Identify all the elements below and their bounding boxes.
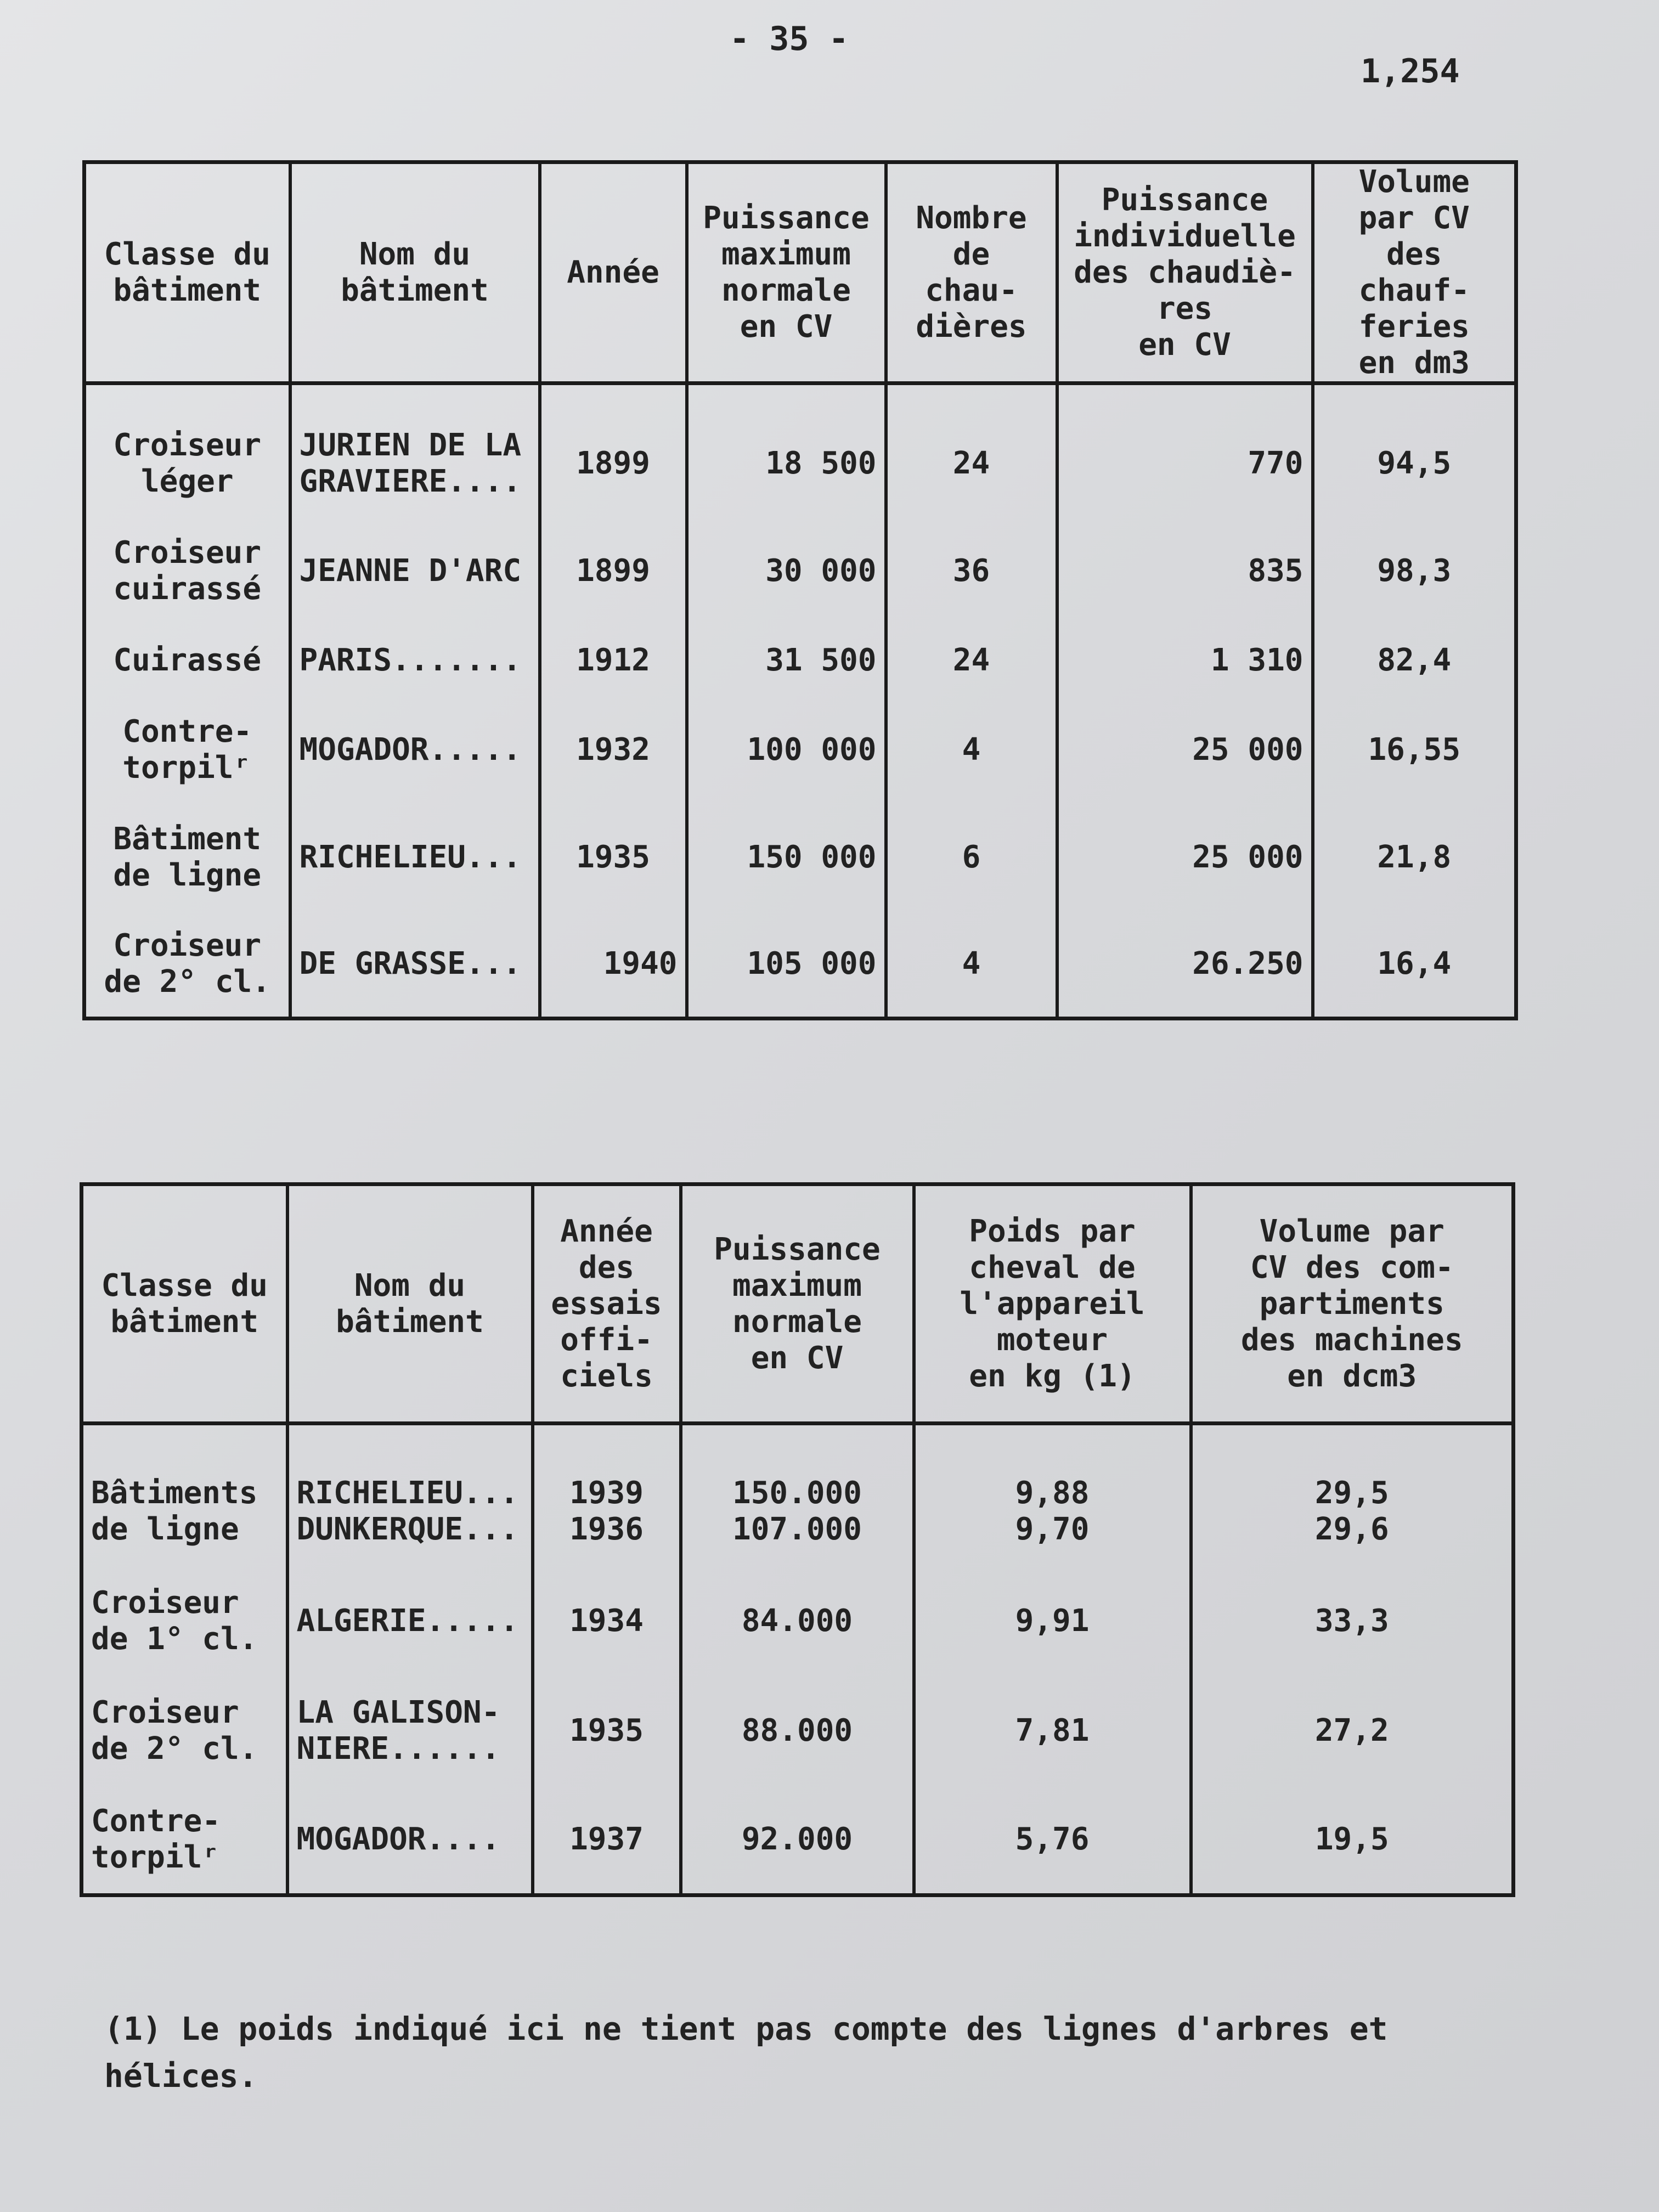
reference-number: 1,254 bbox=[1361, 52, 1460, 91]
table-cell: 24 bbox=[886, 410, 1057, 517]
table-cell: 98,3 bbox=[1313, 517, 1516, 625]
header-cell: Classe du bâtiment bbox=[82, 1184, 287, 1424]
table-cell: 24 bbox=[886, 625, 1057, 696]
table-row bbox=[84, 804, 1516, 911]
footnote: (1) Le poids indiqué ici ne tient pas compte des lignes d'arbres et hélices. bbox=[104, 2010, 1388, 2095]
table-row bbox=[84, 625, 1516, 696]
machinery-table bbox=[80, 1182, 1515, 1897]
table-cell: Bâtiments de ligne bbox=[82, 1457, 287, 1566]
table-cell: Cuirassé bbox=[84, 625, 290, 696]
header-cell: Année des essais offi- ciels bbox=[533, 1184, 681, 1424]
table-cell: Bâtiment de ligne bbox=[84, 804, 290, 911]
table-cell: ALGERIE..... bbox=[287, 1566, 533, 1676]
table-cell: 105 000 bbox=[687, 911, 886, 1019]
table-cell: 100 000 bbox=[687, 696, 886, 804]
table-cell: 25 000 bbox=[1057, 696, 1313, 804]
table-cell: 4 bbox=[886, 911, 1057, 1019]
table-cell: 1899 bbox=[540, 410, 687, 517]
table-cell: PARIS....... bbox=[290, 625, 540, 696]
header-cell: Puissance individuelle des chaudiè- res en CV bbox=[1057, 162, 1313, 383]
table-cell: 1940 bbox=[540, 911, 687, 1019]
table-cell: 770 bbox=[1057, 410, 1313, 517]
table-cell: DE GRASSE... bbox=[290, 911, 540, 1019]
table-cell: 26.250 bbox=[1057, 911, 1313, 1019]
table-cell: RICHELIEU... DUNKERQUE... bbox=[287, 1457, 533, 1566]
table-cell: MOGADOR..... bbox=[290, 696, 540, 804]
table-cell: Contre- torpilʳ bbox=[82, 1786, 287, 1895]
table-cell: Croiseur léger bbox=[84, 410, 290, 517]
table-cell: 36 bbox=[886, 517, 1057, 625]
table-row bbox=[84, 517, 1516, 625]
table-cell: 21,8 bbox=[1313, 804, 1516, 911]
table-cell: 92.000 bbox=[681, 1786, 914, 1895]
header-cell: Année bbox=[540, 162, 687, 383]
table-cell: Croiseur cuirassé bbox=[84, 517, 290, 625]
table-header-row bbox=[82, 1184, 1514, 1424]
table-cell: 1939 1936 bbox=[533, 1457, 681, 1566]
table-cell: 1932 bbox=[540, 696, 687, 804]
table-header-row bbox=[84, 162, 1516, 383]
table-cell: 1899 bbox=[540, 517, 687, 625]
table-cell: 7,81 bbox=[914, 1676, 1191, 1786]
header-cell: Volume par CV des com- partiments des machines en dcm3 bbox=[1191, 1184, 1514, 1424]
header-cell: Nom du bâtiment bbox=[290, 162, 540, 383]
table-cell: 25 000 bbox=[1057, 804, 1313, 911]
header-cell: Poids par cheval de l'appareil moteur en kg (1) bbox=[914, 1184, 1191, 1424]
table-cell: 6 bbox=[886, 804, 1057, 911]
table-cell: Croiseur de 2° cl. bbox=[82, 1676, 287, 1786]
table-cell: 1912 bbox=[540, 625, 687, 696]
table-row bbox=[82, 1676, 1514, 1786]
table-cell: 82,4 bbox=[1313, 625, 1516, 696]
table-cell: 4 bbox=[886, 696, 1057, 804]
table-row bbox=[84, 911, 1516, 1019]
table-cell: 150.000 107.000 bbox=[681, 1457, 914, 1566]
table-row bbox=[82, 1566, 1514, 1676]
table-cell: 31 500 bbox=[687, 625, 886, 696]
table-cell: 29,5 29,6 bbox=[1191, 1457, 1514, 1566]
table-cell: 1934 bbox=[533, 1566, 681, 1676]
boiler-table bbox=[82, 160, 1518, 1020]
table-cell: RICHELIEU... bbox=[290, 804, 540, 911]
table-cell: 9,91 bbox=[914, 1566, 1191, 1676]
table-cell: 33,3 bbox=[1191, 1566, 1514, 1676]
table-row bbox=[84, 410, 1516, 517]
table-cell: 5,76 bbox=[914, 1786, 1191, 1895]
table-cell: MOGADOR.... bbox=[287, 1786, 533, 1895]
header-cell: Puissance maximum normale en CV bbox=[687, 162, 886, 383]
table-cell: 30 000 bbox=[687, 517, 886, 625]
table-cell: Contre- torpilʳ bbox=[84, 696, 290, 804]
table-row bbox=[82, 1457, 1514, 1566]
table-cell: 19,5 bbox=[1191, 1786, 1514, 1895]
header-cell: Nombre de chau- dières bbox=[886, 162, 1057, 383]
page-number: - 35 - bbox=[730, 20, 849, 58]
table-cell: 1935 bbox=[540, 804, 687, 911]
table-cell: JURIEN DE LA GRAVIERE.... bbox=[290, 410, 540, 517]
table-cell: 16,4 bbox=[1313, 911, 1516, 1019]
header-cell: Volume par CV des chauf- feries en dm3 bbox=[1313, 162, 1516, 383]
table-cell: 16,55 bbox=[1313, 696, 1516, 804]
table-cell: 94,5 bbox=[1313, 410, 1516, 517]
table-cell: 1935 bbox=[533, 1676, 681, 1786]
table-cell: 88.000 bbox=[681, 1676, 914, 1786]
header-cell: Classe du bâtiment bbox=[84, 162, 290, 383]
table-cell: 9,88 9,70 bbox=[914, 1457, 1191, 1566]
table-cell: 150 000 bbox=[687, 804, 886, 911]
table-cell: 84.000 bbox=[681, 1566, 914, 1676]
table-cell: LA GALISON- NIERE...... bbox=[287, 1676, 533, 1786]
table-cell: 27,2 bbox=[1191, 1676, 1514, 1786]
table-row bbox=[82, 1786, 1514, 1895]
header-cell: Nom du bâtiment bbox=[287, 1184, 533, 1424]
table-cell: Croiseur de 2° cl. bbox=[84, 911, 290, 1019]
table-cell: 1 310 bbox=[1057, 625, 1313, 696]
table-cell: 1937 bbox=[533, 1786, 681, 1895]
header-cell: Puissance maximum normale en CV bbox=[681, 1184, 914, 1424]
table-row bbox=[84, 696, 1516, 804]
table-cell: JEANNE D'ARC bbox=[290, 517, 540, 625]
table-cell: 18 500 bbox=[687, 410, 886, 517]
table-cell: 835 bbox=[1057, 517, 1313, 625]
table-cell: Croiseur de 1° cl. bbox=[82, 1566, 287, 1676]
